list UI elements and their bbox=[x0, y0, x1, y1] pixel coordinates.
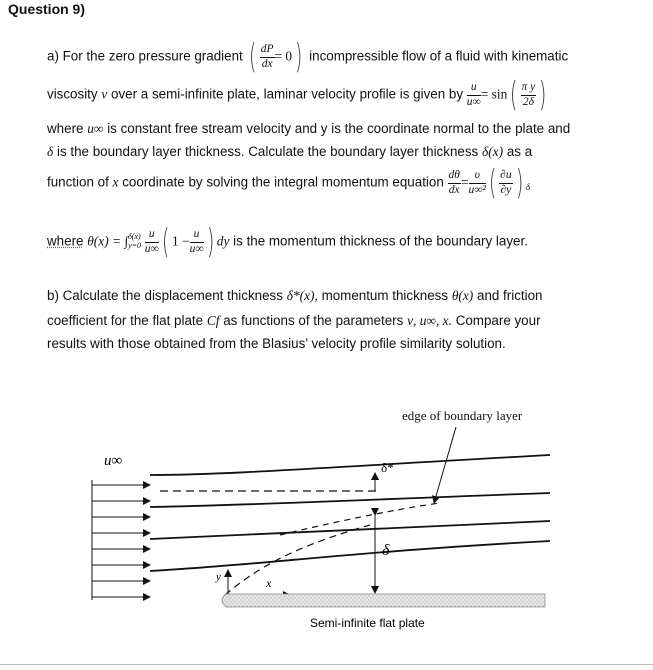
part-a-line-2: viscosity ν over a semi-infinite plate, laminar velocity profile is given by $\frac{u}{u\infty}$ = sin( $\frac{\text{π y}}{2\delta}$ ) bbox=[47, 75, 547, 115]
delta-label: δ bbox=[382, 542, 390, 559]
part-b-line-3: results with those obtained from the Blasius’ velocity profile similarity solution. bbox=[47, 336, 506, 351]
eval-subscript: δ bbox=[525, 182, 531, 193]
sin-eq: = sin bbox=[480, 86, 508, 102]
function-of-text: function of bbox=[47, 174, 109, 190]
part-a-line-3 bbox=[47, 121, 570, 137]
part-b-text-1: b) Calculate the displacement thickness bbox=[47, 288, 283, 303]
flat-plate bbox=[222, 594, 545, 607]
boundary-layer-figure bbox=[0, 395, 653, 635]
y-axis-label: y bbox=[216, 571, 221, 583]
theta-integral: θ(x) = ∫ bbox=[87, 233, 129, 249]
delta-symbol: δ bbox=[47, 144, 54, 159]
u-over-uinf: $\frac{u}{u\infty}$ bbox=[466, 81, 481, 108]
and-friction-text: and friction bbox=[477, 288, 543, 303]
dtheta-dx: $\frac{d\theta}{dx}$ bbox=[448, 169, 460, 196]
coefficient-text: coefficient for the flat plate bbox=[47, 313, 204, 328]
du-dy: $\frac{\partial u}{\partial y}$ bbox=[500, 169, 512, 196]
params: ν, u∞, x. bbox=[407, 313, 452, 328]
edge-pointer bbox=[434, 427, 456, 503]
momentum-eq-text: coordinate by solving the integral momentum equation bbox=[122, 174, 444, 190]
dp-dx-fraction: $\frac{dP}{dx}$ bbox=[260, 43, 274, 70]
cf-symbol: Cf bbox=[206, 313, 220, 328]
zero-rhs: = 0 bbox=[274, 48, 293, 64]
part-a-line-5: function of x coordinate by solving the integral momentum equation $\frac{d\theta}{dx}$ = $\frac{\upsilon}{\text{u∞²}}$ ( $\frac{\partial u}{\partial y}$ ) $_\delta$ bbox=[47, 163, 531, 203]
part-a-line-4 bbox=[47, 144, 532, 160]
part-b-line-2 bbox=[47, 313, 541, 329]
nu-symbol: ν bbox=[101, 86, 108, 102]
plate-label: Semi-infinite flat plate bbox=[310, 616, 425, 630]
nu-over-uinf2: $\frac{\upsilon}{\text{u∞²}}$ bbox=[468, 169, 486, 196]
sin-argument: $\frac{\text{π y}}{2\delta}$ bbox=[521, 81, 536, 108]
bl-thickness-text: is the boundary layer thickness. Calculate the boundary layer thickness bbox=[56, 144, 479, 159]
compare-text: Compare your bbox=[455, 313, 541, 328]
question-title: Question 9) bbox=[8, 1, 86, 17]
equals: = bbox=[460, 174, 469, 190]
theta-of-x: θ(x) bbox=[451, 288, 474, 303]
x-axis-label: x bbox=[266, 576, 272, 590]
viscosity-text: viscosity bbox=[47, 86, 98, 102]
delta-star: δ*(x), bbox=[286, 288, 318, 303]
delta-of-x: δ(x) bbox=[482, 144, 504, 159]
dy: dy bbox=[216, 233, 230, 249]
edge-label: edge of boundary layer bbox=[402, 408, 523, 423]
integral-limits: δ(x) y=0 bbox=[128, 232, 142, 250]
momentum-thickness-label: momentum thickness bbox=[321, 288, 449, 303]
u-over-uinf-2: $\frac{u}{u\infty}$ bbox=[144, 228, 159, 255]
delta-star-label: δ* bbox=[381, 460, 394, 475]
one-minus: 1 − bbox=[171, 233, 190, 249]
where-text: where bbox=[47, 121, 84, 136]
as-functions-text: as functions of the parameters bbox=[223, 313, 404, 328]
page-bottom-rule bbox=[0, 664, 653, 665]
part-a-line-6: where θ(x) = ∫ δ(x) y=0 $\frac{u}{u\infty}$ ( 1 − $\frac{u}{u\infty}$ ) dy is the momentum thickness of the boundary layer. bbox=[47, 222, 528, 262]
u-over-uinf-3: $\frac{u}{u\infty}$ bbox=[189, 228, 204, 255]
part-b-line-1 bbox=[47, 288, 543, 304]
part-a-text-1: a) For the zero pressure gradient bbox=[47, 48, 243, 64]
part-a-text-1b: incompressible flow of a fluid with kinematic bbox=[309, 48, 569, 64]
as-a-text: as a bbox=[506, 144, 533, 159]
part-a-line-1: a) For the zero pressure gradient ( $\frac{dP}{dx}$ = 0) incompressible flow of a fluid with kinematic bbox=[47, 37, 569, 77]
streamlines bbox=[150, 455, 550, 571]
where-text-2: where bbox=[47, 233, 84, 249]
inflow-arrows bbox=[92, 485, 150, 597]
freestream-text: is constant free stream velocity and y is the coordinate normal to the plate and bbox=[107, 121, 571, 136]
momentum-thickness-text: is the momentum thickness of the boundary layer. bbox=[233, 233, 528, 249]
u-infinity-label: u∞ bbox=[104, 453, 123, 469]
profile-text: over a semi-infinite plate, laminar velocity profile is given by bbox=[111, 86, 464, 102]
uinf-symbol: u∞ bbox=[87, 121, 104, 136]
x-symbol: x bbox=[112, 174, 119, 190]
